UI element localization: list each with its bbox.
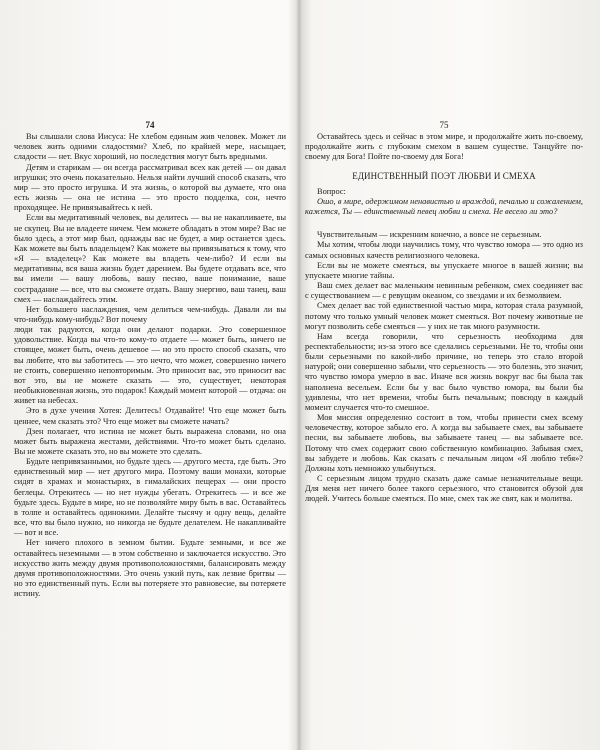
- right-paragraph: Мы хотим, чтобы люди научились тому, что чувство юмора — это одно из самых основных качеств религиозного человека.: [305, 240, 583, 260]
- right-intro-paragraph: Оставайтесь здесь и сейчас в этом мире, и продолжайте жить по-своему, продолжайте жить с глубоким смехом в вашем существе. Танцуйте по-своему для Бога! Пойте по-своему для Бога!: [305, 132, 583, 162]
- left-paragraph: Нет большего наслаждения, чем делиться чем-нибудь. Давали ли вы что-нибудь кому-нибудь? Вот почему: [14, 304, 286, 324]
- left-paragraph: Это в духе учения Хотея: Делитесь! Отдавайте! Что еще может быть ценнее, чем сказать это? Что еще может вы сможете начать?: [14, 406, 286, 426]
- right-paragraph: Чувствительным — искренним конечно, а вовсе не серьезным.: [317, 230, 542, 240]
- right-paragraph: Нам всегда говорили, что серьезность необходима для респектабельности; из-за этого все сделались серьезными. Не то, чтобы они были серьезными по какой-либо причине, но теперь это стало второй натурой; они совершенно забыли, что серьезность — это болезнь, это значит, что чувство юмора умерло в вас. Иначе вся жизнь вокруг вас бы была так наполнена весельем. Если бы у вас было чувство юмора, вы были бы удивлены, что нет времени, чтобы быть печальным; повсюду в каждый момент случается что-то смешное.: [305, 331, 583, 412]
- left-paragraph: Будьте непривязанными, но будьте здесь — другого места, где быть. Это единственный мир — нет другого мира. Поэтому ваши монахи, которые сидят в храмах и монастырях, в гималайских пещерах — они просто беглецы. Отрекитесь — но нет нужды убегать. Отрекитесь — и все же будьте здесь. Будьте в мире, но не позволяйте миру быть в вас. Оставайтесь в толпе и оставайтесь одинокими. Делайте тысячу и одну вещь, делайте все, что вы было нужно, но никогда не будьте делателем. Не накапливайте — вот и все.: [14, 457, 286, 538]
- page-number-left: 74: [145, 120, 155, 130]
- right-paragraph: Если вы не можете смеяться, вы упускаете многое в вашей жизни; вы упускаете многие тайны.: [305, 260, 583, 280]
- question-label: Вопрос:: [317, 186, 346, 196]
- right-paragraph: Моя миссия определенно состоит в том, чтобы принести смех всему человечеству, которое забыло его. А когда вы забываете смех, вы забываете песни, вы забываете любовь, вы забываете танец — вы забываете все. Потому что смех содержит свою собственную комбинацию. Забывая смех, вы забудете и любовь. Как сказать с печальным лицом «Я люблю тебя»? Должны хоть немножко улыбнуться.: [305, 413, 583, 473]
- left-page: [14, 120, 286, 599]
- book-spine: [296, 0, 302, 750]
- page-number-right: 75: [439, 120, 449, 130]
- right-paragraph: С серьезным лицом трудно сказать даже самые незначительные вещи. Для меня нет ничего более такого серьезного, что становится обузой для людей. Учитесь больше смеяться. По мне, смех так же свят, как и молитва.: [305, 474, 583, 504]
- right-paragraph: Ваш смех делает вас маленьким невинным ребенком, смех соединяет вас с существованием — с ревущим океаном, со звездами и их безмолвием.: [305, 281, 583, 301]
- right-paragraph: Смех делает вас той единственной частью мира, которая стала разумной, потому что только умный человек может смеяться. Вот почему животные не могут позволить себе смеяться — у них не так много разумности.: [305, 301, 583, 331]
- left-paragraph: Дзен полагает, что истина не может быть выражена словами, но она может быть выражена жестами, действиями. Что-то может быть сделано. Вы не можете сказать это, но вы можете это сделать.: [14, 426, 286, 456]
- left-paragraph: Вы слышали слова Иисуса: Не хлебом единым жив человек. Может ли человек жить одними сладостями? Хлеб, по крайней мере, насыщает, сладости — нет. Вкус хороший, но последствия могут быть вредными.: [14, 132, 286, 162]
- left-paragraph: Если вы медитативный человек, вы делитесь — вы не накапливаете, вы не скупец. Вы не владеете ничем. Чем можете обладать в этом мире? Вас не было здесь, а этот мир был, однажды вас не будет, а мир останется здесь. Как можете вы быть владельцем? Как можете вы привязываться к тому, что «Я — владелец»? Как можете вы владеть чем-либо? И если вы медитативны, вся ваша жизнь будет дарением. Вы будете отдавать все, что вы имели — вашу любовь, вашу песню, ваше понимание, ваше сострадание — все, что вы сможете отдать. Вашу энергию, ваш танец, ваш смех — наслаждайтесь этим.: [14, 213, 286, 304]
- left-paragraph: люди так радуются, когда они делают подарки. Это совершенное удовольствие. Когда вы что-то кому-то отдаете — может быть, ничего не стоящее, может быть, очень дешевое — но это просто способ сказать, что вы любите, что вы заботитесь — это нечто, что может, совершенно ничего не стоить, совершенно неповторимым. Это приносит вас, это приносит вас вот это, вы не можете сказать — это, существует, некоторая необыкновенная жизнь, это подарок! Каждый момент которой — отдача: он живет на небесах.: [14, 325, 286, 406]
- question-text: Ошо, в мире, одержимом ненавистью и враждой, печалью и сожалением, кажется, Ты — единственный певец любви и смеха. Не весело ли это?: [305, 196, 583, 217]
- section-heading: ЕДИНСТВЕННЫЙ ПОЭТ ЛЮБВИ И СМЕХА: [352, 170, 536, 181]
- left-paragraph: Детям и старикам — он всегда рассматривал всех как детей — он давал игрушки; это очень показательно. Нельзя найти лучший способ сказать, что мир — это просто игрушка. И эта жизнь, о которой вы думаете, что она есть жизнь — она не истина — это просто подделка, сон, нечто проходящее. Не привязывайтесь к ней.: [14, 162, 286, 213]
- right-page: [305, 120, 583, 504]
- left-paragraph: Нет ничего плохого в земном бытии. Будьте земными, и все же оставайтесь неземными — в этом собственно и заключается искусство. Это искусство жить между двумя противоположностями, балансировать между двумя противоположностями. Это очень узкий путь, как лезвие бритвы — но это единственный путь. Если вы потеряете это равновесие, вы потеряете истину.: [14, 538, 286, 599]
